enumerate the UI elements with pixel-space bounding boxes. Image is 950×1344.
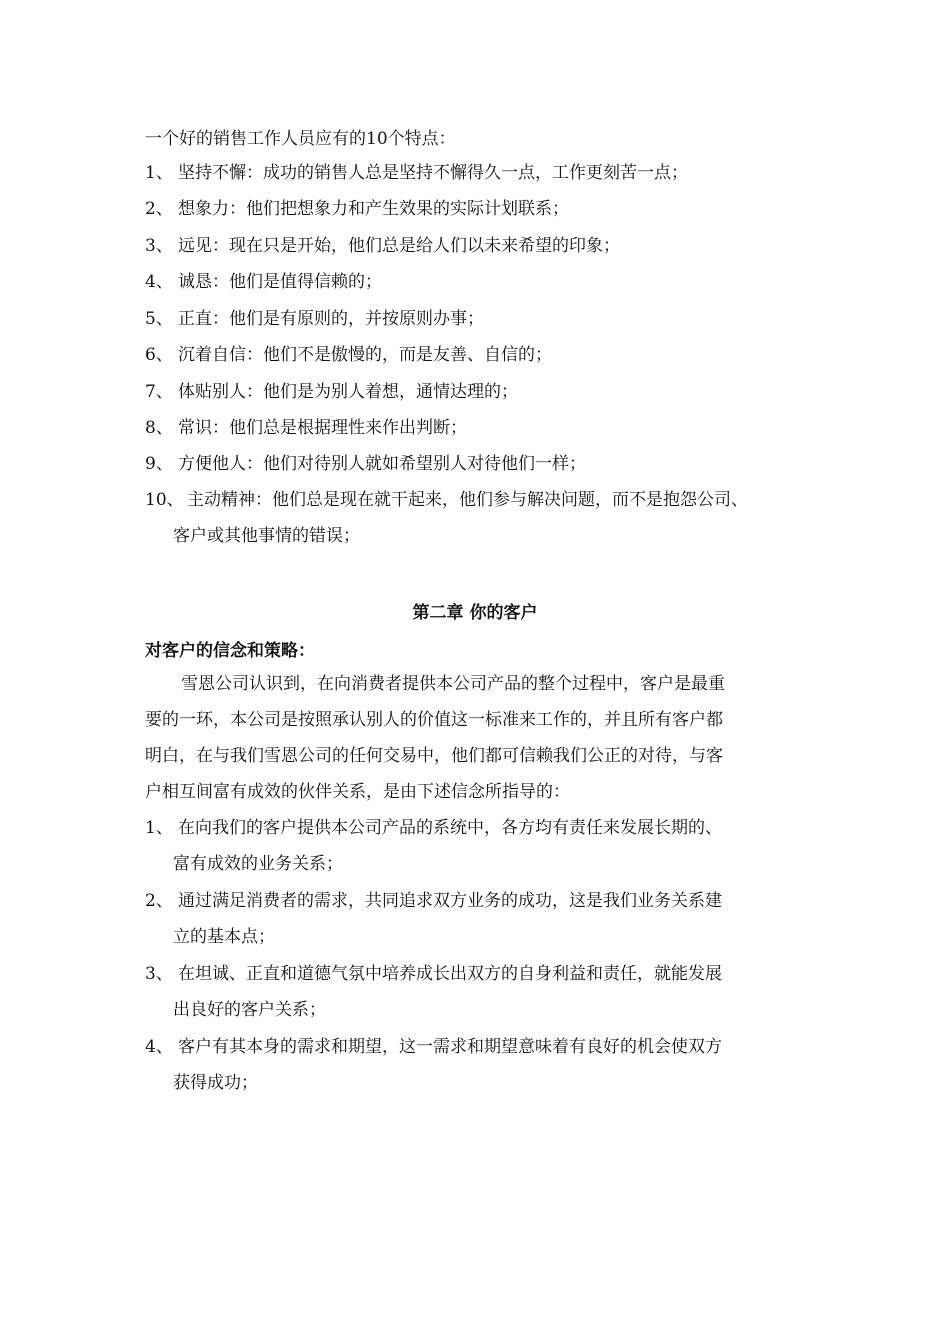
paragraph-line: 雪恩公司认识到，在向消费者提供本公司产品的整个过程中，客户是最重: [181, 674, 725, 694]
trait-item-5: [145, 301, 825, 337]
trait-item-4: [145, 264, 825, 300]
trait-text: 诚恳：他们是值得信赖的；: [178, 272, 382, 292]
trait-text: 常识：他们总是根据理性来作出判断；: [178, 418, 467, 438]
trait-continuation: 客户或其他事情的错误；: [173, 526, 360, 546]
belief-number: 3、: [145, 964, 173, 984]
belief-item-4: [145, 1029, 825, 1101]
belief-continuation: 立的基本点；: [173, 927, 275, 947]
chapter-title: 第二章 你的客户: [412, 603, 538, 623]
belief-item-3: [145, 956, 825, 1028]
trait-item-9: [145, 446, 825, 482]
belief-item-1: [145, 810, 825, 882]
trait-text: 主动精神：他们总是现在就干起来，他们参与解决问题，而不是抱怨公司、: [187, 490, 748, 510]
trait-text: 体贴别人：他们是为别人着想，通情达理的；: [178, 382, 518, 402]
belief-continuation: 出良好的客户关系；: [173, 1000, 326, 1020]
trait-number: 8、: [145, 418, 173, 438]
paragraph-line: 明白，在与我们雪恩公司的任何交易中，他们都可信赖我们公正的对待，与客: [145, 746, 723, 766]
trait-item-10: [145, 482, 825, 554]
trait-item-6: [145, 337, 825, 373]
paragraph-line: 户相互间富有成效的伙伴关系，是由下述信念所指导的：: [145, 782, 570, 802]
trait-number: 9、: [145, 454, 173, 474]
belief-number: 1、: [145, 818, 173, 838]
trait-number: 7、: [145, 382, 173, 402]
trait-item-1: [145, 155, 825, 191]
trait-number: 5、: [145, 309, 173, 329]
belief-text: 客户有其本身的需求和期望，这一需求和期望意味着有良好的机会使双方: [178, 1037, 722, 1057]
trait-item-7: [145, 374, 825, 410]
trait-item-2: [145, 191, 825, 227]
intro-paragraph: [145, 666, 813, 810]
trait-item-8: [145, 410, 825, 446]
trait-text: 方便他人：他们对待别人就如希望别人对待他们一样；: [178, 454, 586, 474]
trait-number: 3、: [145, 236, 173, 256]
belief-text: 在向我们的客户提供本公司产品的系统中，各方均有责任来发展长期的、: [178, 818, 722, 838]
trait-item-3: [145, 228, 825, 264]
belief-continuation: 富有成效的业务关系；: [173, 854, 343, 874]
trait-text: 想象力：他们把想象力和产生效果的实际计划联系；: [178, 199, 569, 219]
belief-number: 4、: [145, 1037, 173, 1057]
trait-number: 4、: [145, 272, 173, 292]
belief-number: 2、: [145, 891, 173, 911]
trait-text: 远见：现在只是开始，他们总是给人们以未来希望的印象；: [178, 236, 620, 256]
trait-number: 10、: [145, 490, 184, 510]
trait-text: 正直：他们是有原则的，并按原则办事；: [178, 309, 484, 329]
section-title: 对客户的信念和策略：: [145, 641, 315, 661]
trait-text: 沉着自信：他们不是傲慢的，而是友善、自信的；: [178, 345, 552, 365]
belief-continuation: 获得成功；: [173, 1073, 258, 1093]
belief-item-2: [145, 883, 825, 955]
trait-number: 2、: [145, 199, 173, 219]
trait-number: 6、: [145, 345, 173, 365]
paragraph-line: 要的一环，本公司是按照承认别人的价值这一标准来工作的，并且所有客户都: [145, 710, 723, 730]
intro-line: 一个好的销售工作人员应有的10个特点：: [145, 129, 456, 149]
trait-number: 1、: [145, 163, 173, 183]
belief-text: 通过满足消费者的需求，共同追求双方业务的成功，这是我们业务关系建: [178, 891, 722, 911]
belief-text: 在坦诚、正直和道德气氛中培养成长出双方的自身利益和责任，就能发展: [178, 964, 722, 984]
trait-text: 坚持不懈：成功的销售人总是坚持不懈得久一点，工作更刻苦一点；: [178, 163, 688, 183]
